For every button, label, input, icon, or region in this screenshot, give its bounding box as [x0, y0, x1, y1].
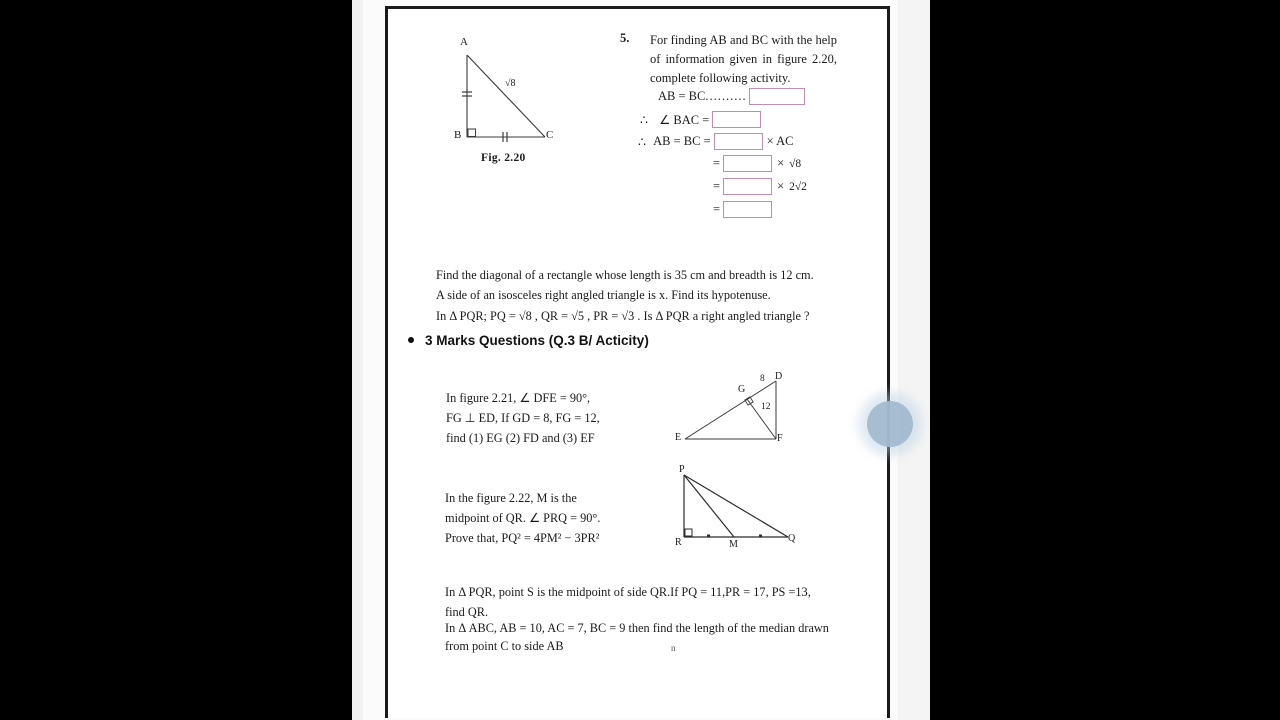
- activity-line-5: [713, 178, 807, 195]
- letterbox-bar-right: [930, 0, 1280, 720]
- figure-2-20-label-hypotenuse: √8: [505, 78, 516, 89]
- activity-line-6: [713, 201, 772, 218]
- question-5-number: 5.: [620, 31, 630, 45]
- activity-line-4-value: √8: [789, 157, 802, 170]
- figure-2-22-label-r: R: [675, 537, 682, 548]
- answer-box-3[interactable]: [714, 133, 763, 150]
- question-6-line-1: In figure 2.21, ∠ DFE = 90°,: [446, 391, 591, 405]
- activity-line-6-equals: =: [713, 202, 721, 216]
- activity-line-5-equals: =: [713, 179, 721, 193]
- figure-2-22-label-p: P: [679, 464, 685, 475]
- figure-2-22-label-q: Q: [788, 533, 796, 544]
- figure-2-22-label-m: M: [729, 539, 738, 550]
- activity-line-5-value: 2√2: [789, 180, 807, 193]
- activity-line-2-therefore: ∴: [640, 112, 648, 127]
- practice-line-2: A side of an isosceles right angled triangle is x. Find its hypotenuse.: [436, 288, 771, 302]
- practice-line-1: Find the diagonal of a rectangle whose length is 35 cm and breadth is 12 cm.: [436, 268, 814, 282]
- stray-mark: n: [671, 643, 676, 653]
- question-7-line-2: midpoint of QR. ∠ PRQ = 90°.: [445, 511, 601, 525]
- answer-box-5[interactable]: [723, 178, 772, 195]
- figure-2-20-caption: Fig. 2.20: [481, 152, 526, 164]
- question-8-line-1: In Δ PQR, point S is the midpoint of side QR.If PQ = 11,PR = 17, PS =13,: [445, 585, 811, 599]
- activity-line-1-dots: ..........: [705, 89, 747, 103]
- paper-surround-right-strip: [898, 0, 930, 720]
- figure-2-20: [443, 37, 563, 147]
- answer-box-6[interactable]: [723, 201, 772, 218]
- figure-2-21-label-g: G: [738, 384, 746, 395]
- bullet-icon: [408, 337, 414, 343]
- figure-2-21: [676, 371, 801, 456]
- question-7-line-1: In the figure 2.22, M is the: [445, 491, 577, 505]
- activity-line-3-therefore: ∴: [638, 134, 646, 149]
- section-heading-label: 3 Marks Questions (Q.3 B/ Acticity): [425, 333, 649, 348]
- document-page: [385, 6, 890, 718]
- answer-box-2[interactable]: [712, 111, 761, 128]
- question-5-prompt: For finding AB and BC with the help of information given in figure 2.20, complete following activity.: [650, 33, 837, 85]
- activity-line-4: [713, 155, 801, 172]
- question-6-line-2: FG ⊥ ED, If GD = 8, FG = 12,: [446, 411, 600, 425]
- figure-2-21-label-f: F: [777, 433, 783, 444]
- figure-2-20-label-a: A: [460, 36, 468, 48]
- cursor-indicator[interactable]: [867, 401, 913, 447]
- activity-line-3: [638, 133, 793, 150]
- page-content: [388, 9, 887, 718]
- figure-2-20-label-c: C: [546, 129, 554, 141]
- figure-2-21-label-d: D: [775, 371, 783, 382]
- activity-line-3-label: AB = BC =: [653, 134, 711, 148]
- activity-line-2-label: ∠ BAC =: [659, 112, 710, 127]
- activity-line-1: [658, 88, 805, 105]
- figure-2-21-length-fg: 12: [761, 402, 771, 412]
- activity-line-2: [640, 111, 761, 128]
- answer-box-4[interactable]: [723, 155, 772, 172]
- activity-line-5-times: ×: [777, 179, 785, 193]
- question-8-line-2: find QR.: [445, 605, 489, 619]
- section-heading-3-marks: [408, 333, 649, 348]
- activity-line-4-equals: =: [713, 156, 721, 170]
- answer-box-1[interactable]: [749, 88, 805, 105]
- figure-2-21-label-e: E: [675, 432, 682, 443]
- paper-surround-left-strip: [352, 0, 363, 720]
- activity-line-4-times: ×: [777, 156, 785, 170]
- question-8-line-4: from point C to side AB: [445, 639, 564, 653]
- activity-line-1-label: AB = BC: [658, 89, 706, 103]
- question-6-line-3: find (1) EG (2) FD and (3) EF: [446, 431, 595, 445]
- figure-2-21-length-gd: 8: [760, 374, 765, 384]
- activity-line-3-suffix: × AC: [766, 134, 794, 148]
- question-7-line-3: Prove that, PQ² = 4PM² − 3PR²: [445, 531, 600, 545]
- letterbox-bar-left: [0, 0, 352, 720]
- figure-2-22: [675, 464, 796, 550]
- practice-line-3: In Δ PQR; PQ = √8 , QR = √5 , PR = √3 . Is Δ PQR a right angled triangle ?: [436, 309, 810, 323]
- question-8-line-3: In Δ ABC, AB = 10, AC = 7, BC = 9 then find the length of the median drawn: [445, 621, 829, 635]
- figure-2-20-label-b: B: [454, 129, 462, 141]
